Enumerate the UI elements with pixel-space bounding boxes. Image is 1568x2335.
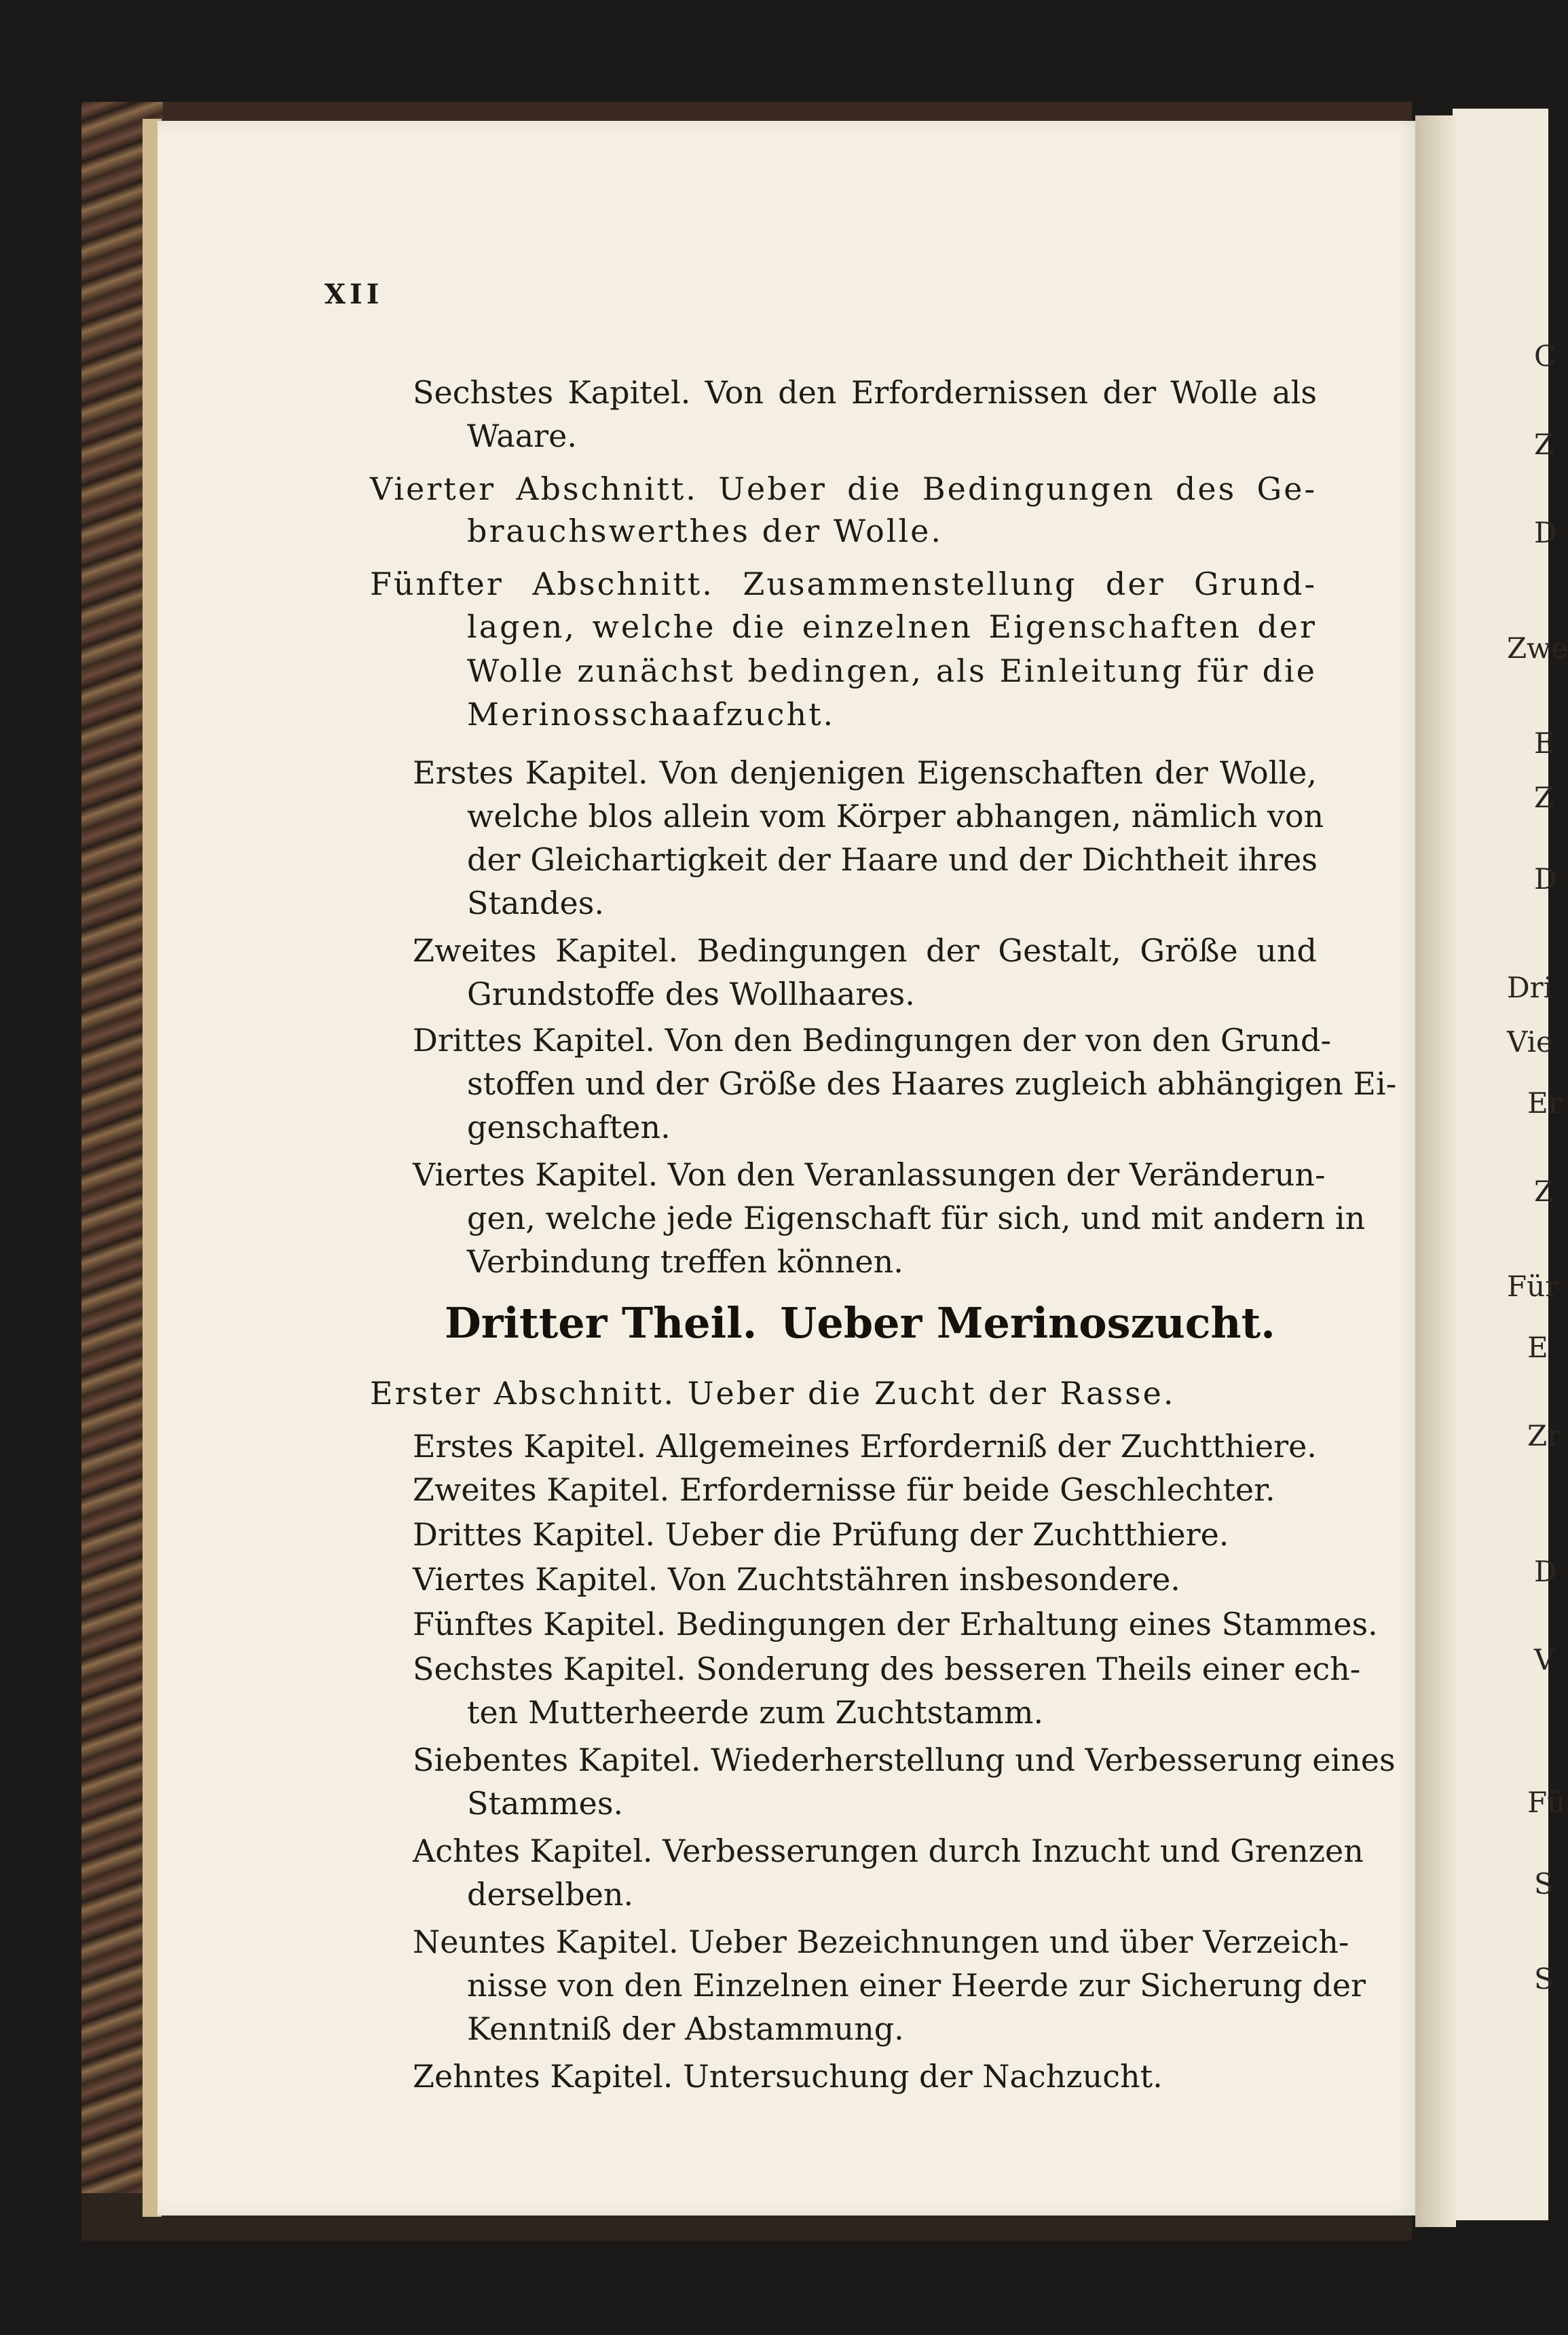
fragment-text: Zwe — [1507, 631, 1568, 665]
toc-line: Siebentes Kapitel. Wiederherstellung und Verbesserung eines — [413, 1742, 1396, 1778]
toc-line: Sechstes Kapitel. Von den Erfordernissen der Wolle als — [413, 374, 1317, 411]
toc-line: genschaften. — [467, 1109, 671, 1145]
fragment-text: Fü — [1527, 1786, 1566, 1819]
part-heading — [445, 1298, 1299, 1348]
fragment-text: D — [1534, 1555, 1557, 1588]
page-number: XII — [324, 278, 384, 310]
toc-line: Vierter Abschnitt. Ueber die Bedingungen des Ge- — [370, 471, 1317, 507]
toc-line: Erstes Kapitel. Von denjenigen Eigenschaften der Wolle, — [413, 754, 1317, 791]
toc-line: Verbindung treffen können. — [467, 1243, 903, 1280]
toc-line: derselben. — [467, 1876, 634, 1913]
fragment-text: S — [1534, 1962, 1554, 1996]
fragment-text: Z — [1534, 781, 1554, 814]
fragment-text: Z — [1534, 428, 1554, 461]
fragment-text: D — [1534, 862, 1557, 896]
toc-line: Sechstes Kapitel. Sonderung des besseren Theils einer ech- — [413, 1651, 1361, 1687]
fragment-text: S — [1534, 1867, 1554, 1900]
fragment-text: C — [1534, 339, 1556, 373]
fragment-text: Er — [1527, 1086, 1562, 1120]
book-gutter — [1415, 115, 1456, 2227]
toc-line: welche blos allein vom Körper abhangen, nämlich von — [467, 798, 1324, 834]
toc-line: Drittes Kapitel. Von den Bedingungen der von den Grund- — [413, 1022, 1332, 1059]
fragment-text: Zr — [1527, 1419, 1561, 1452]
fragment-text: Vie — [1507, 1025, 1553, 1059]
fragment-text: V — [1534, 1643, 1555, 1676]
toc-line: Wolle zunächst bedingen, als Einleitung für die — [467, 652, 1317, 689]
toc-line: Zweites Kapitel. Bedingungen der Gestalt, Größe und — [413, 932, 1317, 969]
toc-line: Kenntniß der Abstammung. — [467, 2010, 904, 2047]
fragment-text: Dri — [1507, 971, 1553, 1004]
part-name: Ueber Merinoszucht. — [780, 1298, 1275, 1348]
fragment-text: Z — [1534, 1175, 1554, 1208]
part-number: Dritter Theil. — [445, 1298, 758, 1348]
toc-line: Zweites Kapitel. Erfordernisse für beide Geschlechter. — [413, 1471, 1275, 1508]
toc-line: stoffen und der Größe des Haares zugleich abhängigen Ei- — [467, 1065, 1397, 1102]
toc-line: Achtes Kapitel. Verbesserungen durch Inzucht und Grenzen — [413, 1833, 1364, 1869]
toc-line: Merinosschaafzucht. — [467, 696, 836, 733]
toc-line: lagen, welche die einzelnen Eigenschaften der — [467, 608, 1317, 645]
toc-line: Neuntes Kapitel. Ueber Bezeichnungen und über Verzeich- — [413, 1924, 1349, 1960]
toc-line: Waare. — [467, 418, 577, 454]
toc-line: brauchswerthes der Wolle. — [467, 513, 944, 549]
toc-line: Standes. — [467, 885, 604, 921]
toc-line: Viertes Kapitel. Von den Veranlassungen der Veränderun- — [413, 1156, 1326, 1193]
toc-line: Grundstoffe des Wollhaares. — [467, 976, 915, 1012]
toc-line: Stammes. — [467, 1785, 624, 1822]
toc-line: Fünftes Kapitel. Bedingungen der Erhaltung eines Stammes. — [413, 1606, 1378, 1642]
toc-line: Drittes Kapitel. Ueber die Prüfung der Zuchtthiere. — [413, 1516, 1229, 1553]
toc-line: Erster Abschnitt. Ueber die Zucht der Rasse. — [370, 1375, 1176, 1412]
toc-line: gen, welche jede Eigenschaft für sich, und mit andern in — [467, 1200, 1366, 1236]
fragment-text: D — [1534, 516, 1557, 549]
fragment-text: E — [1527, 1331, 1548, 1364]
toc-line: ten Mutterheerde zum Zuchtstamm. — [467, 1694, 1044, 1731]
toc-line: nisse von den Einzelnen einer Heerde zur Sicherung der — [467, 1967, 1366, 2004]
toc-line: Fünfter Abschnitt. Zusammenstellung der Grund- — [370, 566, 1317, 602]
toc-line: der Gleichartigkeit der Haare und der Dichtheit ihres — [467, 841, 1318, 878]
toc-line: Viertes Kapitel. Von Zuchtstähren insbesondere. — [413, 1561, 1180, 1598]
toc-line: Zehntes Kapitel. Untersuchung der Nachzucht. — [413, 2058, 1163, 2095]
facing-page-fragments — [1459, 0, 1568, 2335]
toc-line: Erstes Kapitel. Allgemeines Erforderniß der Zuchtthiere. — [413, 1428, 1317, 1465]
fragment-text: E — [1534, 727, 1555, 760]
fragment-text: Für — [1507, 1270, 1559, 1303]
